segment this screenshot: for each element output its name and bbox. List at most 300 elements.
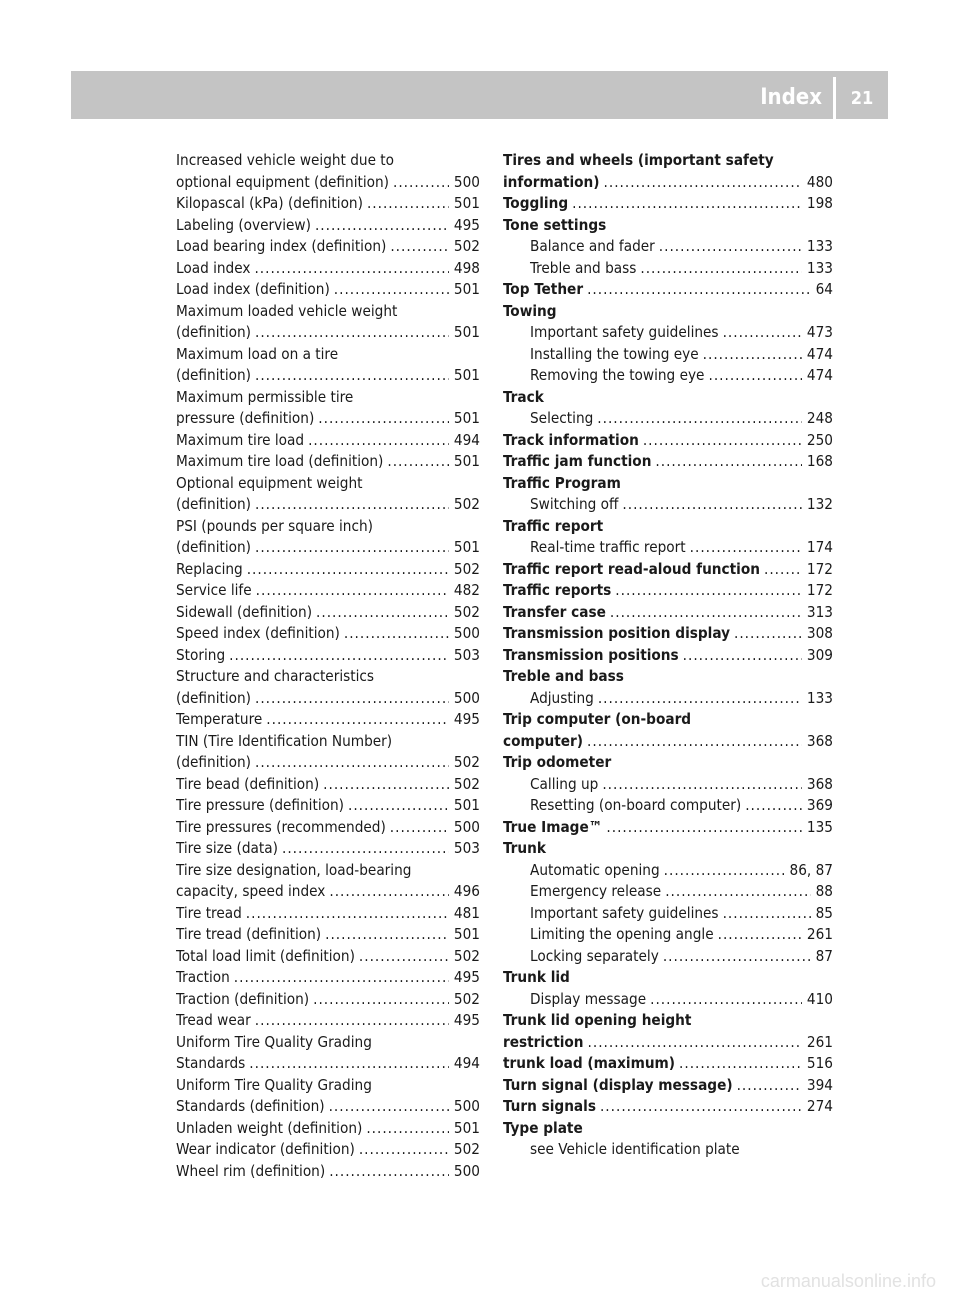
index-entry-text: Selecting bbox=[530, 409, 594, 427]
index-page-ref[interactable]: 133 bbox=[806, 688, 833, 707]
index-entry-text: TIN (Tire Identification Number) bbox=[176, 731, 393, 750]
index-entry bbox=[503, 838, 833, 860]
dot-leader bbox=[587, 731, 802, 753]
index-entry bbox=[176, 946, 480, 968]
index-entry bbox=[503, 580, 833, 602]
index-entry-text: Turn signal (display message) bbox=[503, 1075, 733, 1094]
index-page-ref[interactable]: 368 bbox=[806, 731, 833, 750]
index-page-ref[interactable]: 501 bbox=[453, 925, 480, 943]
dot-leader bbox=[255, 494, 449, 516]
index-page-ref[interactable]: 474 bbox=[806, 344, 833, 363]
index-entry bbox=[503, 516, 833, 538]
dot-leader bbox=[650, 989, 802, 1011]
index-entry bbox=[176, 473, 480, 495]
index-entry bbox=[503, 946, 833, 968]
dot-leader bbox=[683, 645, 802, 667]
index-page-ref[interactable]: 410 bbox=[806, 989, 833, 1008]
index-entry-text: Transmission position display bbox=[503, 624, 730, 642]
index-entry-text: Tire size designation, load-bearing bbox=[176, 860, 412, 879]
index-page-ref[interactable]: 503 bbox=[453, 839, 480, 857]
dot-leader bbox=[255, 322, 449, 344]
dot-leader bbox=[708, 365, 801, 387]
index-page-ref[interactable]: 500 bbox=[453, 1161, 480, 1180]
dot-leader bbox=[723, 322, 802, 344]
index-entry bbox=[176, 666, 480, 688]
dot-leader bbox=[734, 623, 802, 645]
dot-leader bbox=[598, 688, 802, 710]
index-entry-text: Toggling bbox=[503, 194, 569, 212]
index-page-ref[interactable]: 501 bbox=[453, 323, 480, 341]
index-entry-text: Standards (definition) bbox=[176, 1097, 325, 1115]
index-page-ref[interactable]: 503 bbox=[453, 645, 480, 664]
index-entry-text: restriction bbox=[503, 1032, 584, 1051]
dot-leader bbox=[610, 602, 802, 624]
index-entry bbox=[503, 172, 833, 194]
index-entry-text: Trip odometer bbox=[503, 753, 612, 771]
index-entry bbox=[503, 236, 833, 258]
index-entry bbox=[176, 301, 480, 323]
index-entry bbox=[503, 1053, 833, 1075]
index-entry bbox=[503, 258, 833, 280]
index-page-ref[interactable]: 501 bbox=[453, 452, 480, 470]
index-entry bbox=[503, 860, 833, 882]
index-entry-text: Installing the towing eye bbox=[530, 344, 699, 363]
watermark: carmanualsonline.info bbox=[760, 1271, 936, 1291]
index-page-ref[interactable]: 502 bbox=[453, 989, 480, 1008]
index-entry bbox=[176, 924, 480, 946]
index-entry bbox=[176, 688, 480, 710]
index-page-ref[interactable]: 261 bbox=[806, 1032, 833, 1051]
index-page-ref[interactable]: 495 bbox=[453, 1011, 480, 1029]
dot-leader bbox=[255, 365, 449, 387]
index-entry-text: Total load limit (definition) bbox=[176, 946, 355, 965]
index-entry-text: Removing the towing eye bbox=[530, 366, 705, 384]
index-entry bbox=[503, 924, 833, 946]
index-entry bbox=[176, 559, 480, 581]
index-entry bbox=[503, 1075, 833, 1097]
index-entry bbox=[503, 1118, 833, 1140]
index-page-ref[interactable]: 250 bbox=[806, 430, 833, 449]
index-entry-text: Tire tread bbox=[176, 903, 242, 922]
index-page-ref[interactable]: 133 bbox=[806, 237, 833, 255]
index-entry-text: Uniform Tire Quality Grading bbox=[176, 1032, 372, 1051]
index-entry bbox=[503, 731, 833, 753]
index-page-ref[interactable]: 502 bbox=[453, 774, 480, 793]
index-entry-text: Real-time traffic report bbox=[530, 538, 686, 556]
index-page-ref[interactable]: 495 bbox=[453, 710, 480, 728]
dot-leader bbox=[393, 172, 449, 194]
dot-leader bbox=[255, 688, 449, 710]
index-page-ref[interactable]: 132 bbox=[806, 495, 833, 513]
dot-leader bbox=[323, 774, 449, 796]
index-page-ref[interactable]: 501 bbox=[453, 409, 480, 427]
index-entry bbox=[503, 967, 833, 989]
index-entry-text: Emergency release bbox=[530, 882, 662, 900]
index-entry bbox=[503, 559, 833, 581]
dot-leader bbox=[329, 1161, 449, 1183]
dot-leader bbox=[588, 1032, 802, 1054]
index-entry bbox=[176, 193, 480, 215]
index-entry-text: Unladen weight (definition) bbox=[176, 1118, 363, 1137]
index-entry-text: (definition) bbox=[176, 323, 251, 341]
dot-leader bbox=[622, 494, 802, 516]
index-entry-text: optional equipment (definition) bbox=[176, 172, 389, 191]
index-entry bbox=[503, 301, 833, 323]
dot-leader bbox=[313, 989, 449, 1011]
index-entry bbox=[176, 752, 480, 774]
dot-leader bbox=[256, 580, 449, 602]
dot-leader bbox=[266, 709, 449, 731]
dot-leader bbox=[640, 258, 802, 280]
index-entry-text: Wear indicator (definition) bbox=[176, 1140, 355, 1158]
index-page-ref[interactable]: 495 bbox=[453, 215, 480, 234]
dot-leader bbox=[679, 1053, 802, 1075]
index-entry bbox=[503, 602, 833, 624]
index-entry-text: Service life bbox=[176, 581, 252, 599]
index-entry bbox=[503, 903, 833, 925]
index-page-ref[interactable]: 500 bbox=[453, 1097, 480, 1115]
index-entry bbox=[176, 795, 480, 817]
dot-leader bbox=[572, 193, 802, 215]
index-entry-text: Trip computer (on-board bbox=[503, 710, 692, 728]
index-entry bbox=[176, 623, 480, 645]
index-entry-text: Replacing bbox=[176, 559, 243, 578]
index-page-ref[interactable]: 168 bbox=[806, 452, 833, 470]
dot-leader bbox=[348, 795, 449, 817]
index-entry bbox=[503, 193, 833, 215]
dot-leader bbox=[334, 279, 449, 301]
index-entry-text: Automatic opening bbox=[530, 860, 660, 879]
index-page-ref[interactable]: 248 bbox=[806, 409, 833, 427]
index-entry bbox=[176, 580, 480, 602]
index-entry bbox=[176, 1032, 480, 1054]
dot-leader bbox=[643, 430, 802, 452]
index-entry-text: PSI (pounds per square inch) bbox=[176, 516, 373, 535]
index-entry bbox=[176, 430, 480, 452]
index-entry bbox=[176, 989, 480, 1011]
index-entry-text: Trunk bbox=[503, 839, 546, 857]
index-entry bbox=[503, 1096, 833, 1118]
dot-leader bbox=[606, 817, 802, 839]
index-page-ref[interactable]: 502 bbox=[453, 495, 480, 513]
index-entry-text: (definition) bbox=[176, 495, 251, 513]
index-page-ref[interactable]: 394 bbox=[806, 1075, 833, 1094]
index-entry bbox=[503, 494, 833, 516]
index-entry bbox=[176, 1096, 480, 1118]
index-page-ref[interactable]: 308 bbox=[806, 624, 833, 642]
index-entry-text: Maximum permissible tire bbox=[176, 387, 354, 406]
index-entry bbox=[176, 258, 480, 280]
index-entry-text: see Vehicle identification plate bbox=[530, 1140, 740, 1158]
dot-leader bbox=[329, 881, 449, 903]
index-page-ref[interactable]: 133 bbox=[806, 258, 833, 277]
index-entry bbox=[503, 709, 833, 731]
index-entry-text: (definition) bbox=[176, 538, 251, 556]
index-page-ref[interactable]: 473 bbox=[806, 323, 833, 341]
index-entry bbox=[503, 344, 833, 366]
index-entry-text: Load bearing index (definition) bbox=[176, 237, 387, 255]
dot-leader bbox=[367, 193, 449, 215]
dot-leader bbox=[344, 623, 449, 645]
index-page-ref[interactable]: 501 bbox=[453, 194, 480, 212]
index-entry-text: Standards bbox=[176, 1054, 246, 1072]
index-entry bbox=[176, 150, 480, 172]
index-entry-text: Calling up bbox=[530, 774, 599, 793]
index-entry-text: (definition) bbox=[176, 366, 251, 384]
index-entry-text: Load index bbox=[176, 258, 251, 277]
index-page-ref[interactable]: 87 bbox=[815, 946, 833, 965]
index-page-ref[interactable]: 494 bbox=[453, 1054, 480, 1072]
index-page-ref[interactable]: 501 bbox=[453, 1118, 480, 1137]
index-entry bbox=[176, 881, 480, 903]
index-entry-text: Locking separately bbox=[530, 946, 659, 965]
section-title: Index bbox=[760, 85, 822, 110]
index-entry-text: Balance and fader bbox=[530, 237, 655, 255]
index-entry bbox=[176, 537, 480, 559]
index-entry bbox=[503, 795, 833, 817]
index-entry-text: Type plate bbox=[503, 1118, 583, 1137]
index-page-ref[interactable]: 502 bbox=[453, 559, 480, 578]
index-entry-text: Traffic reports bbox=[503, 581, 612, 599]
dot-leader bbox=[387, 451, 449, 473]
index-entry-text: Wheel rim (definition) bbox=[176, 1161, 326, 1180]
index-page-ref[interactable]: 501 bbox=[453, 538, 480, 556]
index-entry-text: Track bbox=[503, 387, 544, 406]
dot-leader bbox=[718, 924, 802, 946]
index-entry bbox=[176, 1053, 480, 1075]
index-page-ref[interactable]: 368 bbox=[806, 774, 833, 793]
dot-leader bbox=[390, 236, 449, 258]
index-entry bbox=[503, 817, 833, 839]
index-entry bbox=[503, 645, 833, 667]
index-page-ref[interactable]: 480 bbox=[806, 172, 833, 191]
index-page-ref[interactable]: 85 bbox=[815, 903, 833, 922]
dot-leader bbox=[602, 774, 802, 796]
index-page-ref[interactable]: 502 bbox=[453, 1140, 480, 1158]
dot-leader bbox=[597, 408, 802, 430]
index-page-ref[interactable]: 88 bbox=[815, 882, 833, 900]
index-page-ref[interactable]: 500 bbox=[453, 688, 480, 707]
index-entry bbox=[176, 365, 480, 387]
index-entry bbox=[503, 1139, 833, 1161]
index-page-ref[interactable]: 172 bbox=[806, 559, 833, 578]
index-entry bbox=[176, 279, 480, 301]
index-page-ref[interactable]: 501 bbox=[453, 280, 480, 298]
index-entry bbox=[503, 408, 833, 430]
index-entry-text: Transfer case bbox=[503, 602, 606, 621]
dot-leader bbox=[663, 946, 811, 968]
index-page-ref[interactable]: 274 bbox=[806, 1097, 833, 1115]
index-entry bbox=[503, 623, 833, 645]
dot-leader bbox=[282, 838, 449, 860]
index-entry bbox=[503, 279, 833, 301]
index-entry bbox=[176, 817, 480, 839]
index-entry bbox=[503, 322, 833, 344]
index-page-ref[interactable]: 500 bbox=[453, 172, 480, 191]
index-page-ref[interactable]: 502 bbox=[453, 602, 480, 621]
index-entry bbox=[176, 236, 480, 258]
dot-leader bbox=[745, 795, 802, 817]
index-entry bbox=[176, 451, 480, 473]
index-page-ref[interactable]: 86, 87 bbox=[789, 860, 833, 879]
index-entry bbox=[503, 752, 833, 774]
index-entry bbox=[503, 1010, 833, 1032]
index-entry-text: Tread wear bbox=[176, 1011, 251, 1029]
index-entry-text: trunk load (maximum) bbox=[503, 1054, 676, 1072]
index-entry bbox=[176, 215, 480, 237]
index-column-left bbox=[176, 150, 480, 1182]
index-page-ref[interactable]: 494 bbox=[453, 430, 480, 449]
index-entry bbox=[503, 688, 833, 710]
index-entry bbox=[503, 473, 833, 495]
dot-leader bbox=[316, 602, 449, 624]
index-entry-text: Transmission positions bbox=[503, 645, 679, 664]
index-page-ref[interactable]: 309 bbox=[806, 645, 833, 664]
index-entry bbox=[503, 774, 833, 796]
index-entry bbox=[176, 494, 480, 516]
index-page-ref[interactable]: 474 bbox=[806, 366, 833, 384]
index-entry bbox=[176, 1075, 480, 1097]
index-entry bbox=[176, 709, 480, 731]
index-entry bbox=[176, 774, 480, 796]
page-header-bar bbox=[71, 71, 888, 119]
index-entry-text: Sidewall (definition) bbox=[176, 602, 313, 621]
index-entry-text: Storing bbox=[176, 645, 226, 664]
index-entry bbox=[503, 387, 833, 409]
index-entry bbox=[176, 602, 480, 624]
dot-leader bbox=[247, 559, 449, 581]
index-entry-text: Treble and bass bbox=[503, 667, 624, 685]
index-page-ref[interactable]: 482 bbox=[453, 581, 480, 599]
index-column-right bbox=[503, 150, 833, 1161]
index-entry-text: capacity, speed index bbox=[176, 882, 326, 900]
index-entry bbox=[176, 172, 480, 194]
index-entry-text: Uniform Tire Quality Grading bbox=[176, 1075, 372, 1094]
index-entry bbox=[503, 989, 833, 1011]
index-entry-text: Traction (definition) bbox=[176, 989, 310, 1008]
index-entry-text: Traffic report bbox=[503, 516, 604, 535]
index-entry bbox=[503, 1032, 833, 1054]
index-entry-text: Load index (definition) bbox=[176, 280, 330, 298]
dot-leader bbox=[229, 645, 449, 667]
dot-leader bbox=[655, 451, 802, 473]
index-entry-text: Tire bead (definition) bbox=[176, 774, 320, 793]
index-entry-text: Tire pressures (recommended) bbox=[176, 817, 386, 836]
index-page-ref[interactable]: 500 bbox=[453, 624, 480, 642]
index-entry bbox=[176, 903, 480, 925]
dot-leader bbox=[308, 430, 449, 452]
dot-leader bbox=[587, 279, 811, 301]
index-page-ref[interactable]: 198 bbox=[806, 194, 833, 212]
index-entry-text: Maximum tire load (definition) bbox=[176, 452, 384, 470]
index-page-ref[interactable]: 498 bbox=[453, 258, 480, 277]
index-entry-text: Maximum tire load bbox=[176, 430, 305, 449]
index-page-ref[interactable]: 500 bbox=[453, 817, 480, 836]
dot-leader bbox=[246, 903, 449, 925]
dot-leader bbox=[703, 344, 802, 366]
index-page-ref[interactable]: 174 bbox=[806, 538, 833, 556]
index-entry-text: Trunk lid bbox=[503, 968, 570, 986]
index-page-ref[interactable]: 501 bbox=[453, 366, 480, 384]
dot-leader bbox=[737, 1075, 802, 1097]
index-entry-text: Traffic jam function bbox=[503, 452, 652, 470]
dot-leader bbox=[359, 946, 449, 968]
index-page-ref[interactable]: 502 bbox=[453, 237, 480, 255]
index-entry-text: Top Tether bbox=[503, 280, 584, 298]
dot-leader bbox=[318, 408, 449, 430]
index-page-ref[interactable]: 481 bbox=[453, 903, 480, 922]
index-entry-text: Tire tread (definition) bbox=[176, 925, 322, 943]
index-entry-text: information) bbox=[503, 172, 600, 191]
index-entry bbox=[503, 430, 833, 452]
index-entry-text: Optional equipment weight bbox=[176, 473, 363, 492]
index-entry-text: Structure and characteristics bbox=[176, 667, 375, 685]
index-entry bbox=[176, 731, 480, 753]
index-entry-text: pressure (definition) bbox=[176, 409, 315, 427]
index-page-ref[interactable]: 502 bbox=[453, 946, 480, 965]
index-entry bbox=[176, 387, 480, 409]
index-page-ref[interactable]: 501 bbox=[453, 796, 480, 814]
index-page-ref[interactable]: 495 bbox=[453, 968, 480, 986]
dot-leader bbox=[255, 537, 449, 559]
index-page-ref[interactable]: 64 bbox=[815, 280, 833, 298]
index-entry bbox=[176, 408, 480, 430]
index-entry-text: Resetting (on-board computer) bbox=[530, 796, 742, 814]
index-entry-text: Track information bbox=[503, 430, 639, 449]
index-entry-text: Switching off bbox=[530, 495, 619, 513]
index-entry bbox=[176, 322, 480, 344]
dot-leader bbox=[359, 1139, 449, 1161]
index-page-ref[interactable]: 502 bbox=[453, 753, 480, 771]
index-entry-text: (definition) bbox=[176, 753, 251, 771]
index-page-ref[interactable]: 261 bbox=[806, 925, 833, 943]
index-entry bbox=[176, 1139, 480, 1161]
index-entry-text: Treble and bass bbox=[530, 258, 637, 277]
dot-leader bbox=[764, 559, 802, 581]
dot-leader bbox=[659, 236, 802, 258]
page-number: 21 bbox=[850, 88, 874, 109]
index-entry bbox=[176, 967, 480, 989]
index-entry-text: Traffic Program bbox=[503, 473, 621, 492]
index-page-ref[interactable]: 172 bbox=[806, 581, 833, 599]
index-entry-text: Speed index (definition) bbox=[176, 624, 340, 642]
index-entry-text: Temperature bbox=[176, 710, 263, 728]
index-entry-text: computer) bbox=[503, 731, 584, 750]
index-entry bbox=[176, 645, 480, 667]
index-entry-text: Tires and wheels (important safety bbox=[503, 151, 774, 169]
dot-leader bbox=[664, 860, 785, 882]
index-entry bbox=[176, 344, 480, 366]
index-page-ref[interactable]: 496 bbox=[453, 882, 480, 900]
index-entry-text: Tone settings bbox=[503, 215, 607, 234]
index-entry-text: Maximum loaded vehicle weight bbox=[176, 301, 398, 320]
index-entry-text: Display message bbox=[530, 989, 647, 1008]
index-page-ref[interactable]: 313 bbox=[806, 602, 833, 621]
dot-leader bbox=[390, 817, 449, 839]
dot-leader bbox=[366, 1118, 449, 1140]
index-entry-text: Traffic report read-aloud function bbox=[503, 559, 760, 578]
dot-leader bbox=[723, 903, 811, 925]
index-entry-text: Kilopascal (kPa) (definition) bbox=[176, 194, 363, 212]
index-entry bbox=[176, 1161, 480, 1183]
index-page-ref[interactable]: 135 bbox=[806, 817, 833, 836]
index-page-ref[interactable]: 369 bbox=[806, 796, 833, 814]
index-entry-text: Important safety guidelines bbox=[530, 323, 719, 341]
dot-leader bbox=[254, 258, 448, 280]
index-entry-text: Trunk lid opening height bbox=[503, 1011, 692, 1029]
index-page-ref[interactable]: 516 bbox=[806, 1054, 833, 1072]
index-entry-text: Traction bbox=[176, 968, 230, 986]
